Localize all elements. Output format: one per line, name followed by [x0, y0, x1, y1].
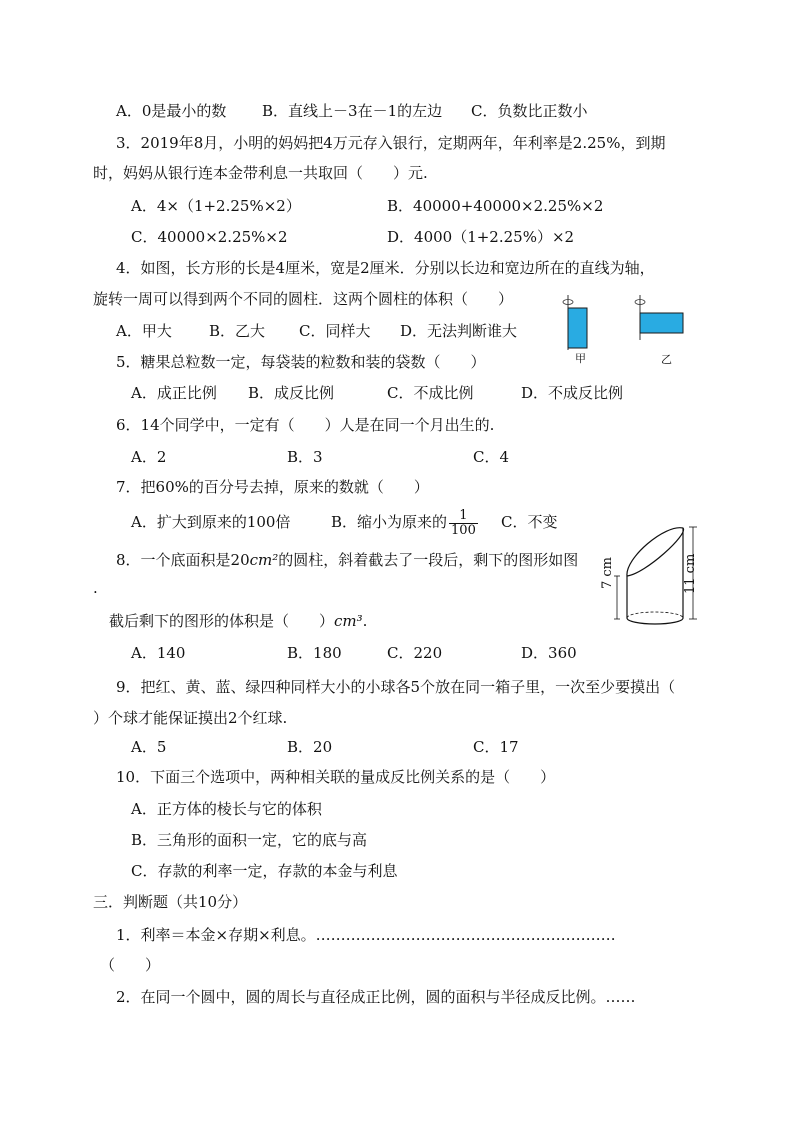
q10-stem: 10．下面三个选项中，两种相关联的量成反比例关系的是（ ） — [116, 768, 556, 786]
figure-label-yi: 乙 — [661, 353, 672, 366]
q4-option-d: D．无法判断谁大 — [400, 322, 518, 340]
q5-option-a: A．成正比例 — [131, 384, 217, 402]
fraction-denominator: 100 — [451, 522, 476, 538]
q8-stem-part1: 8．一个底面积是20 — [116, 551, 250, 569]
q3-stem-line1: 3．2019年8月，小明的妈妈把4万元存入银行，定期两年，年利率是2.25%，到期 — [116, 134, 666, 152]
q9-option-c: C．17 — [473, 738, 519, 756]
q8-stem-part2: 的圆柱，斜着截去了一段后，剩下的图形如图 — [278, 551, 579, 569]
q10-option-b: B．三角形的面积一定，它的底与高 — [131, 831, 368, 849]
judge-2: 2．在同一个圆中，圆的周长与直径成正比例，圆的面积与半径成反比例。…… — [116, 988, 636, 1006]
q9-stem-line1: 9．把红、黄、蓝、绿四种同样大小的小球各5个放在同一箱子里，一次至少要摸出（ — [116, 678, 676, 696]
q2-option-c: C．负数比正数小 — [471, 102, 588, 120]
q8-stem-line1 — [116, 550, 578, 570]
q5-option-b: B．成反比例 — [248, 384, 335, 402]
judge-1-bracket: （ ） — [100, 956, 161, 974]
fraction-numerator: 1 — [449, 509, 478, 524]
q8-option-c: C．220 — [387, 644, 443, 662]
q4-stem-line1: 4．如图，长方形的长是4厘米，宽是2厘米．分别以长边和宽边所在的直线为轴， — [116, 259, 655, 277]
q8-stem-dot: . — [93, 579, 98, 597]
q5-stem: 5．糖果总粒数一定，每袋装的粒数和装的袋数（ ） — [116, 353, 486, 371]
fraction-one-hundredth — [449, 509, 478, 538]
q5-option-c: C．不成比例 — [387, 384, 474, 402]
q8-unit-area: cm² — [249, 551, 279, 569]
q8-stem-part3: 截后剩下的图形的体积是（ ） — [109, 612, 335, 630]
judge-1: 1．利率＝本金×存期×利息。…………………………………………………… — [116, 926, 616, 944]
q3-option-a: A．4×（1+2.25%×2） — [131, 197, 301, 215]
q2-option-a: A．0是最小的数 — [116, 102, 227, 120]
q9-stem-line2: ）个球才能保证摸出2个红球. — [93, 709, 288, 727]
q3-stem-line2: 时，妈妈从银行连本金带利息一共取回（ ）元. — [93, 164, 428, 182]
q7-stem: 7．把60%的百分号去掉，原来的数就（ ） — [116, 478, 429, 496]
q5-option-d: D．不成反比例 — [521, 384, 624, 402]
q6-option-a: A．2 — [131, 448, 167, 466]
q8-stem-line2 — [109, 611, 367, 631]
q3-option-d: D．4000（1+2.25%）×2 — [387, 228, 575, 246]
q8-unit-volume: cm³ — [334, 612, 363, 630]
q7-option-b — [331, 505, 480, 539]
q4-option-b: B．乙大 — [209, 322, 266, 340]
q4-stem-line2: 旋转一周可以得到两个不同的圆柱．这两个圆柱的体积（ ） — [93, 290, 514, 308]
q8-stem-part4: . — [362, 612, 368, 630]
figure-jia — [563, 295, 587, 350]
q7-option-b-text: B．缩小为原来的 — [331, 513, 448, 531]
q8-option-b: B．180 — [287, 644, 342, 662]
q2-option-b: B．直线上－3在－1的左边 — [262, 102, 443, 120]
q8-label-7cm: 7 cm — [600, 556, 615, 589]
q8-option-a: A．140 — [131, 644, 186, 662]
q3-option-c: C．40000×2.25%×2 — [131, 228, 288, 246]
q6-option-b: B．3 — [287, 448, 323, 466]
q9-option-a: A．5 — [131, 738, 167, 756]
q8-option-d: D．360 — [521, 644, 577, 662]
figure-label-jia: 甲 — [575, 352, 586, 365]
q7-option-c: C．不变 — [501, 513, 558, 531]
q10-option-c: C．存款的利率一定，存款的本金与利息 — [131, 862, 398, 880]
q6-stem: 6．14个同学中，一定有（ ）人是在同一个月出生的. — [116, 416, 495, 434]
q3-option-b: B．40000+40000×2.25%×2 — [387, 197, 604, 215]
q9-option-b: B．20 — [287, 738, 333, 756]
q4-option-c: C．同样大 — [299, 322, 371, 340]
q10-option-a: A．正方体的棱长与它的体积 — [131, 800, 322, 818]
q8-label-11cm: 11 cm — [683, 553, 698, 594]
figure-yi — [635, 295, 683, 340]
q4-option-a: A．甲大 — [116, 322, 172, 340]
q6-option-c: C．4 — [473, 448, 510, 466]
q7-option-a: A．扩大到原来的100倍 — [131, 513, 291, 531]
section3-title: 三．判断题（共10分） — [93, 893, 248, 911]
